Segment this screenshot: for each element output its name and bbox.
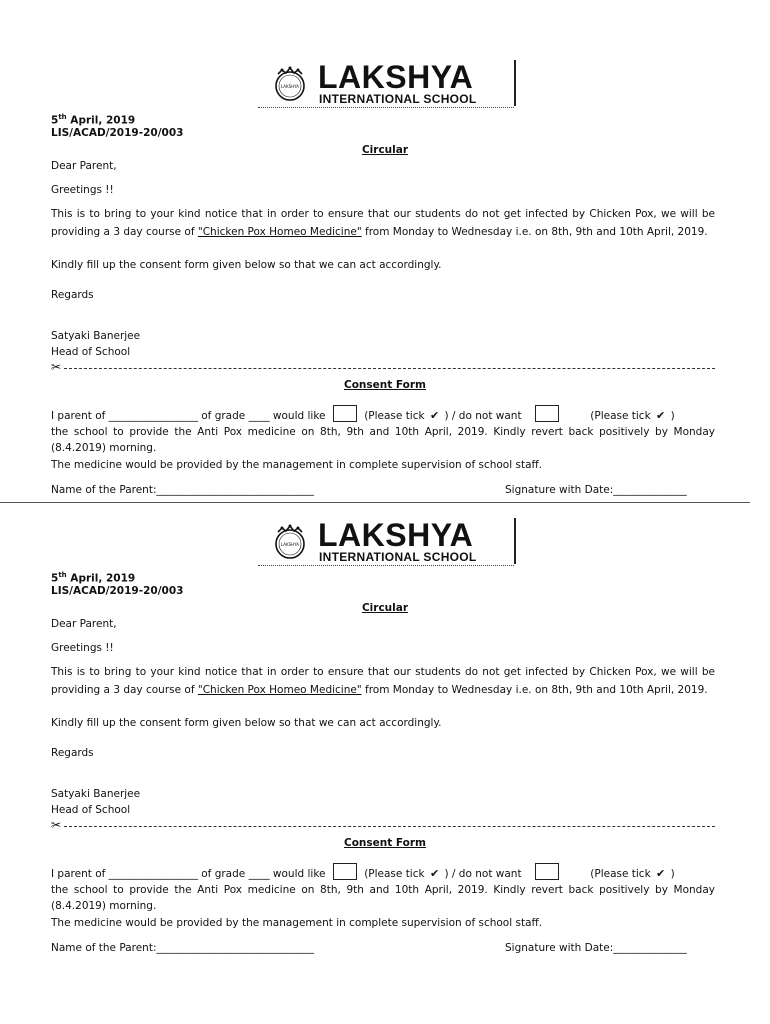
signature-field[interactable]: Signature with Date:______________: [505, 942, 687, 954]
circular-body: This is to bring to your kind notice that in order to ensure that our students do not get infected by Chicken Pox, we will be providing a 3 day course of "Chicken Pox Homeo Medicine" from Monday to Wednesday i.e. on 8th, 9th and 10th April, 2019.: [51, 208, 715, 238]
school-subtitle: INTERNATIONAL SCHOOL: [319, 92, 477, 106]
scissors-icon: ✂: [51, 818, 62, 832]
greeting: Greetings !!: [51, 184, 114, 196]
signatory-title: Head of School: [51, 346, 131, 358]
parent-of-text: I parent of _________________ of grade ____ would like: [51, 410, 326, 422]
circular-date: 5th April, 2019: [51, 571, 136, 585]
signatory-title: Head of School: [51, 804, 131, 816]
salutation: Dear Parent,: [51, 618, 117, 630]
reference-number: LIS/ACAD/2019-20/003: [51, 585, 184, 597]
school-subtitle: INTERNATIONAL SCHOOL: [319, 550, 477, 564]
instruction-line: Kindly fill up the consent form given below so that we can act accordingly.: [51, 259, 442, 271]
dashed-divider: [64, 826, 715, 827]
cut-line: [51, 820, 715, 833]
circular-body: This is to bring to your kind notice that in order to ensure that our students do not get infected by Chicken Pox, we will be providing a 3 day course of "Chicken Pox Homeo Medicine" from Monday to Wednesday i.e. on 8th, 9th and 10th April, 2019.: [51, 666, 715, 696]
do-not-want-label: ) / do not want: [444, 410, 522, 422]
school-name: LAKSHYA: [318, 517, 474, 553]
circular-date: 5th April, 2019: [51, 113, 136, 127]
svg-text:LAKSHYA: LAKSHYA: [280, 84, 300, 89]
want-checkbox[interactable]: [333, 405, 357, 422]
signatory-name: Satyaki Banerjee: [51, 330, 141, 342]
dashed-divider: [64, 368, 715, 369]
tick-icon: ✔: [429, 409, 440, 422]
logo-underline: [258, 107, 514, 108]
consent-statement: the school to provide the Anti Pox medicine on 8th, 9th and 10th April, 2019. Kindly revert back positively by Monday (8.4.2019) morning.: [51, 426, 715, 454]
school-logo: [258, 60, 516, 108]
page-separator: [0, 502, 750, 503]
regards: Regards: [51, 747, 94, 759]
school-crest-icon: [272, 66, 308, 102]
tick-icon: ✔: [656, 409, 666, 422]
consent-title: Consent Form: [344, 379, 426, 391]
supervision-note: The medicine would be provided by the management in complete supervision of school staff.: [51, 917, 543, 929]
consent-title: Consent Form: [344, 837, 426, 849]
reference-number: LIS/ACAD/2019-20/003: [51, 127, 184, 139]
consent-choice-row: [51, 863, 721, 881]
svg-text:LAKSHYA: LAKSHYA: [280, 542, 300, 547]
greeting: Greetings !!: [51, 642, 114, 654]
scissors-icon: ✂: [51, 360, 62, 374]
parent-name-field[interactable]: Name of the Parent:______________________________: [51, 942, 314, 954]
supervision-note: The medicine would be provided by the management in complete supervision of school staff.: [51, 459, 543, 471]
consent-choice-row: [51, 405, 721, 423]
not-want-checkbox[interactable]: [535, 863, 559, 880]
school-crest-icon: [272, 524, 308, 560]
tick-icon: ✔: [429, 867, 440, 880]
consent-statement: the school to provide the Anti Pox medicine on 8th, 9th and 10th April, 2019. Kindly revert back positively by Monday (8.4.2019) morning.: [51, 884, 715, 912]
please-tick-label-2: (Please tick: [590, 410, 651, 422]
not-want-checkbox[interactable]: [535, 405, 559, 422]
cut-line: [51, 362, 715, 375]
circular-title: Circular: [361, 602, 409, 614]
please-tick-label: (Please tick: [364, 410, 425, 422]
please-tick-label: (Please tick: [364, 868, 425, 880]
salutation: Dear Parent,: [51, 160, 117, 172]
medicine-name: "Chicken Pox Homeo Medicine": [197, 684, 362, 696]
close-paren: ): [670, 410, 675, 422]
close-paren: ): [670, 868, 675, 880]
circular-title: Circular: [361, 144, 409, 156]
signature-field[interactable]: Signature with Date:______________: [505, 484, 687, 496]
school-name: LAKSHYA: [318, 59, 474, 95]
logo-underline: [258, 565, 514, 566]
do-not-want-label: ) / do not want: [444, 868, 522, 880]
parent-name-field[interactable]: Name of the Parent:______________________________: [51, 484, 314, 496]
logo-divider: [514, 60, 516, 106]
instruction-line: Kindly fill up the consent form given below so that we can act accordingly.: [51, 717, 442, 729]
parent-of-text: I parent of _________________ of grade ____ would like: [51, 868, 326, 880]
tick-icon: ✔: [656, 867, 666, 880]
signatory-name: Satyaki Banerjee: [51, 788, 141, 800]
logo-divider: [514, 518, 516, 564]
medicine-name: "Chicken Pox Homeo Medicine": [197, 226, 362, 238]
school-logo: [258, 518, 516, 566]
please-tick-label-2: (Please tick: [590, 868, 651, 880]
want-checkbox[interactable]: [333, 863, 357, 880]
regards: Regards: [51, 289, 94, 301]
